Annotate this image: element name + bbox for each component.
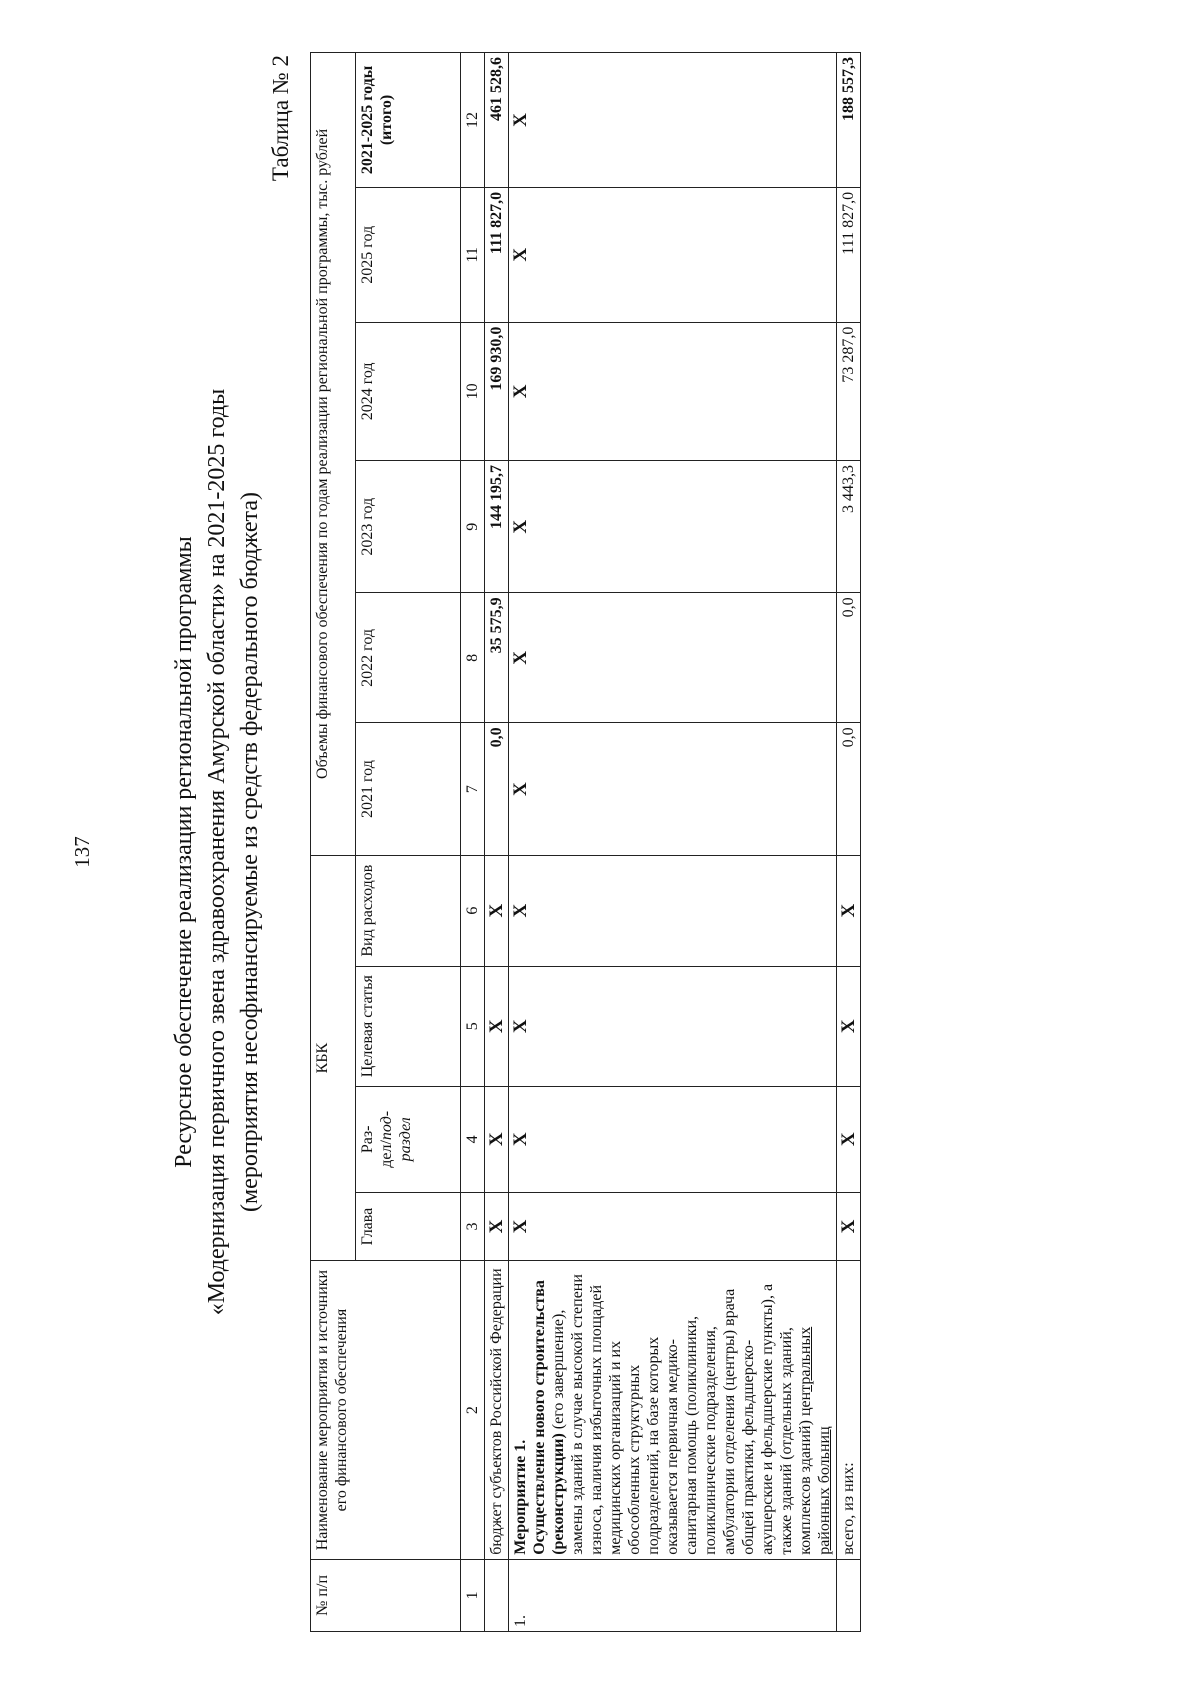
header-2021: 2021 год — [356, 723, 461, 855]
cell-razdel: X — [509, 1086, 837, 1192]
header-razdel-line-3 — [396, 1091, 415, 1188]
cell-vid: X — [837, 855, 861, 966]
cell-name: всего, из них: — [837, 1261, 861, 1559]
header-glava: Глава — [356, 1192, 461, 1261]
cell-2025: 111 827,0 — [485, 187, 509, 322]
title-line-1: Ресурсное обеспечение реализации региональной программы — [171, 536, 197, 1168]
table-row-total — [837, 53, 861, 1632]
page-number: 137 — [70, 836, 94, 868]
header-kbk: КБК — [311, 855, 356, 1261]
cell-2025: X — [509, 187, 837, 322]
cell-glava: X — [509, 1192, 837, 1261]
cell-2022: X — [509, 593, 837, 723]
event-underlined-text: тральных районных больниц — [797, 1326, 833, 1555]
cell-glava: X — [485, 1192, 509, 1261]
col-number: 2 — [461, 1261, 485, 1559]
cell-2023: 144 195,7 — [485, 461, 509, 593]
col-number: 3 — [461, 1192, 485, 1261]
cell-event-description — [509, 1261, 837, 1559]
table-row-budget — [485, 53, 509, 1632]
cell-total: 188 557,3 — [837, 53, 861, 188]
cell-2022: 35 575,9 — [485, 593, 509, 723]
header-razdel — [356, 1086, 461, 1192]
cell-vid: X — [509, 855, 837, 966]
header-razdel-line-1: Раз- — [359, 1125, 376, 1154]
col-number: 8 — [461, 593, 485, 723]
header-2025: 2025 год — [356, 187, 461, 322]
cell-2021: 0,0 — [485, 723, 509, 855]
col-number: 6 — [461, 855, 485, 966]
header-row-1 — [311, 53, 356, 1632]
header-razdel-part-1: дел/ — [378, 1140, 395, 1168]
cell-2024: 73 287,0 — [837, 322, 861, 460]
col-number: 7 — [461, 723, 485, 855]
event-label: Мероприятие 1. — [512, 1439, 529, 1555]
cell-tselevaya: X — [509, 966, 837, 1086]
header-tselevaya: Целевая статья — [356, 966, 461, 1086]
cell-2024: X — [509, 322, 837, 460]
cell-tselevaya: X — [485, 966, 509, 1086]
cell-tselevaya: X — [837, 966, 861, 1086]
header-razdel-part-2: под- — [378, 1110, 395, 1141]
cell-2023: X — [509, 461, 837, 593]
cell-num: 1. — [509, 1559, 837, 1631]
cell-total: X — [509, 53, 837, 188]
col-number: 4 — [461, 1086, 485, 1192]
col-number: 10 — [461, 322, 485, 460]
title-line-3: (мероприятия несофинансируемые из средств федерального бюджета) — [237, 492, 263, 1212]
title-line-2: «Модернизация первичного звена здравоохранения Амурской области» на 2021-2025 годы — [204, 388, 230, 1316]
header-num: № п/п — [311, 1559, 461, 1631]
col-number: 5 — [461, 966, 485, 1086]
cell-razdel: X — [837, 1086, 861, 1192]
cell-name: бюджет субъектов Российской Федерации — [485, 1261, 509, 1559]
header-razdel-part-3: раздел — [397, 1117, 414, 1162]
table-label: Таблица № 2 — [268, 55, 293, 182]
cell-num — [837, 1559, 861, 1631]
cell-2021: 0,0 — [837, 723, 861, 855]
header-total: 2021-2025 годы (итого) — [356, 53, 461, 188]
cell-2022: 0,0 — [837, 593, 861, 723]
col-number: 12 — [461, 53, 485, 188]
cell-razdel: X — [485, 1086, 509, 1192]
event-text: (его завершение), замены зданий в случае высокой степени износа, наличия избыточных площадей медицинских организаций и их обособленных структурных подразделений, на базе которых оказывается первичная медико-санитарная помощь (поликлиники, поликлинические подразделения, амбулатории отделения (центры) врача общей практики, фельдшерско-акушерские и фельдшерские пункты), а также зданий (отдельных зданий, комплексов зданий) цен — [550, 1274, 814, 1555]
cell-2024: 169 930,0 — [485, 322, 509, 460]
cell-total: 461 528,6 — [485, 53, 509, 188]
cell-2025: 111 827,0 — [837, 187, 861, 322]
cell-glava: X — [837, 1192, 861, 1261]
col-number: 9 — [461, 461, 485, 593]
document-title — [168, 80, 267, 1624]
header-name: Наименование мероприятия и источники его финансового обеспечения — [311, 1261, 461, 1559]
col-number: 11 — [461, 187, 485, 322]
header-2023: 2023 год — [356, 461, 461, 593]
cell-num — [485, 1559, 509, 1631]
cell-2023: 3 443,3 — [837, 461, 861, 593]
event-bold-text: Осуществление нового строительства (реконструкции) — [531, 1280, 567, 1555]
column-number-row — [461, 53, 485, 1632]
cell-2021: X — [509, 723, 837, 855]
header-vid: Вид расходов — [356, 855, 461, 966]
table-row-event — [509, 53, 837, 1632]
col-number: 1 — [461, 1559, 485, 1631]
header-2022: 2022 год — [356, 593, 461, 723]
header-razdel-line-2 — [377, 1091, 396, 1188]
funding-table — [310, 52, 861, 1632]
header-2024: 2024 год — [356, 322, 461, 460]
header-volumes: Объемы финансового обеспечения по годам реализации региональной программы, тыс. рублей — [311, 53, 356, 856]
cell-vid: X — [485, 855, 509, 966]
